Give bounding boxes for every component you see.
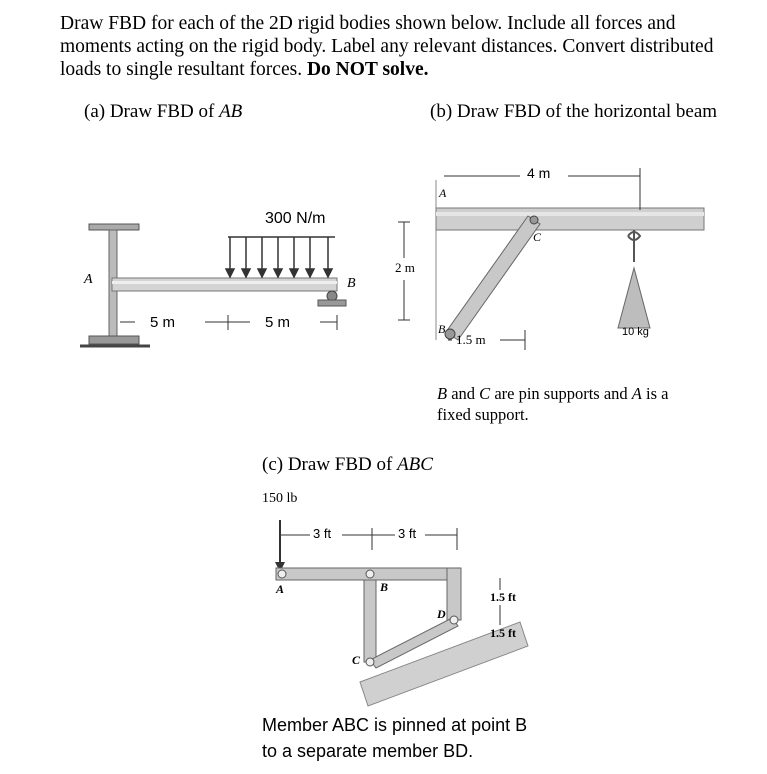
instructions-line-3-text: loads to single resultant forces. <box>60 59 307 80</box>
instructions-line-2: moments acting on the rigid body. Label any relevant distances. Convert distributed <box>60 36 714 57</box>
support-note-line-2: fixed support. <box>437 405 529 424</box>
distributed-load-label: 300 N/m <box>265 210 326 227</box>
pin-a-c <box>278 570 286 578</box>
force-label: 150 lb <box>262 491 298 506</box>
note-pin-text: are pin supports and <box>490 384 632 403</box>
pin-b-c <box>366 570 374 578</box>
member-abc-right <box>447 568 461 620</box>
point-b-label: B <box>347 276 356 291</box>
point-a-b-label: A <box>439 186 447 200</box>
member-bd <box>364 580 376 662</box>
part-c-heading-text: (c) Draw FBD of <box>262 454 398 475</box>
dimension-c <box>280 528 500 655</box>
note-a: A <box>631 384 642 403</box>
part-b-heading: (b) Draw FBD of the horizontal beam <box>430 101 718 122</box>
point-a-c-label: A <box>276 582 285 596</box>
member-caption <box>262 712 527 764</box>
dist-3ft-2-label: 3 ft <box>398 526 417 541</box>
distance-2m-label: 2 m <box>395 260 415 275</box>
note-b: B <box>437 384 448 403</box>
point-b-c-label: B <box>380 580 389 594</box>
mass-label: 10 kg <box>622 326 649 338</box>
note-and: and <box>447 384 480 403</box>
point-c-b-label: C <box>533 230 542 244</box>
part-a-member: AB <box>219 101 243 122</box>
member-caption-line-1: Member ABC is pinned at point B <box>262 715 528 735</box>
pin-d <box>450 616 458 624</box>
part-a-heading-text: (a) Draw FBD of <box>84 101 220 122</box>
point-a-label: A <box>84 272 93 287</box>
dist-3ft-1-label: 3 ft <box>313 526 332 541</box>
point-b-b-label: B <box>438 322 446 336</box>
distance-1-label: 5 m <box>150 314 176 331</box>
distance-4m-label: 4 m <box>527 165 551 181</box>
dist-1-5ft-2-label: 1.5 ft <box>490 626 516 640</box>
pin-c-c <box>366 658 374 666</box>
note-is-a: is a <box>641 384 669 403</box>
distance-1-5m-label: 1.5 m <box>456 332 486 347</box>
note-c: C <box>479 384 491 403</box>
distance-2-label: 5 m <box>265 314 291 331</box>
point-d-c-label: D <box>437 607 446 621</box>
dist-1-5ft-1-label: 1.5 ft <box>490 590 516 604</box>
instructions-line-1: Draw FBD for each of the 2D rigid bodies shown below. Include all forces and <box>60 13 676 34</box>
part-c-member: ABC <box>397 454 433 475</box>
point-c-c-label: C <box>352 653 361 667</box>
member-caption-line-2: to a separate member BD. <box>262 741 474 761</box>
do-not-solve-text: Do NOT solve. <box>306 59 429 80</box>
